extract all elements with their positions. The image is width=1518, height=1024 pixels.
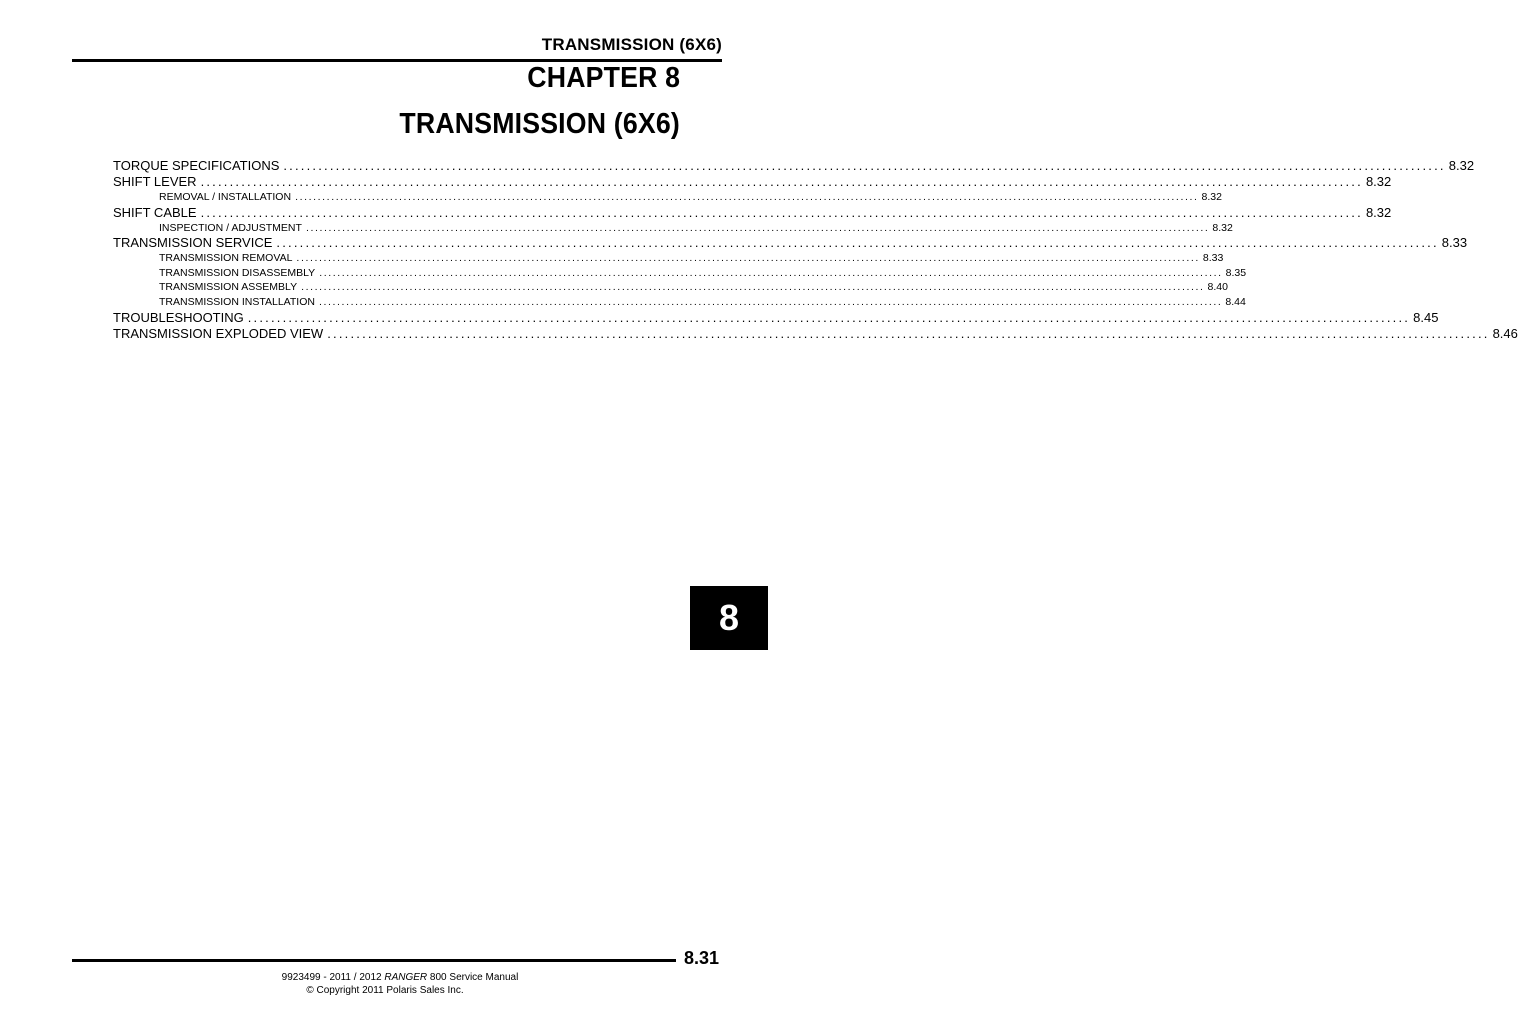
toc-dot-leader: ........................................................................................................................................................................................................: [295, 191, 1199, 203]
toc-entry-page: 8.32: [1212, 221, 1233, 234]
toc-entry-title: TRANSMISSION INSTALLATION: [159, 295, 315, 308]
chapter-tab: [690, 586, 768, 650]
toc-entry-page: 8.44: [1225, 295, 1246, 308]
toc-dot-leader: ........................................................................................................................................................................................................: [327, 325, 1490, 341]
toc-dot-leader: ........................................................................................................................................................................................................: [319, 266, 1223, 279]
toc-subentry[interactable]: [113, 280, 1228, 295]
toc-dot-leader: ........................................................................................................................................................................................................: [276, 235, 1439, 251]
toc-entry-title: INSPECTION / ADJUSTMENT: [159, 221, 302, 234]
footer-manual-suffix: 800 Service Manual: [427, 972, 519, 983]
toc-entry-page: 8.32: [1365, 204, 1392, 220]
toc-dot-leader: ........................................................................................................................................................................................................: [247, 309, 1411, 325]
page-number: 8.31: [684, 948, 720, 968]
toc-entry[interactable]: [113, 235, 1468, 251]
toc-subentry[interactable]: [113, 251, 1224, 266]
toc-entry-title: TRANSMISSION REMOVAL: [159, 252, 293, 265]
toc-subentry[interactable]: [113, 266, 1247, 281]
toc-entry[interactable]: [113, 158, 1475, 174]
toc-entry-title: SHIFT CABLE: [113, 204, 197, 220]
footer-copyright: © Copyright 2011 Polaris Sales Inc.: [306, 985, 464, 996]
toc-entry-page: 8.46: [1492, 325, 1518, 341]
toc-entry-page: 8.32: [1201, 191, 1222, 203]
chapter-number-heading: CHAPTER 8: [527, 62, 680, 94]
toc-entry[interactable]: [113, 174, 1392, 190]
toc-entry-title: TRANSMISSION DISASSEMBLY: [159, 266, 316, 279]
toc-dot-leader: ........................................................................................................................................................................................................: [200, 204, 1363, 220]
footer-manual-model: RANGER: [384, 972, 428, 983]
toc-entry-title: TRANSMISSION SERVICE: [113, 235, 273, 251]
chapter-title-heading: TRANSMISSION (6X6): [399, 108, 680, 140]
table-of-contents: [113, 158, 1518, 342]
chapter-tab-label: 8: [718, 597, 740, 638]
toc-entry-title: TORQUE SPECIFICATIONS: [113, 158, 280, 173]
toc-entry-title: TROUBLESHOOTING: [113, 309, 244, 325]
toc-entry-title: SHIFT LEVER: [113, 174, 197, 189]
footer-manual-prefix: 9923499 - 2011 / 2012: [281, 972, 385, 983]
toc-entry-page: 8.33: [1441, 235, 1468, 251]
running-header-title: TRANSMISSION (6X6): [541, 35, 722, 54]
toc-entry-page: 8.40: [1207, 281, 1228, 294]
toc-entry-page: 8.45: [1413, 309, 1439, 325]
toc-entry-title: TRANSMISSION ASSEMBLY: [159, 281, 298, 294]
toc-entry-page: 8.32: [1365, 174, 1392, 189]
toc-dot-leader: ........................................................................................................................................................................................................: [283, 158, 1446, 173]
footer-manual-info: [0, 972, 768, 983]
toc-entry[interactable]: [113, 309, 1439, 326]
toc-subentry[interactable]: [113, 295, 1246, 310]
toc-dot-leader: ........................................................................................................................................................................................................: [305, 221, 1210, 234]
toc-entry-page: 8.32: [1448, 158, 1475, 173]
toc-dot-leader: ........................................................................................................................................................................................................: [296, 252, 1200, 265]
toc-dot-leader: ........................................................................................................................................................................................................: [301, 281, 1205, 294]
toc-entry-page: 8.33: [1202, 252, 1224, 265]
toc-entry[interactable]: [113, 325, 1518, 342]
toc-subentry[interactable]: [113, 190, 1222, 205]
toc-dot-leader: ........................................................................................................................................................................................................: [318, 295, 1223, 308]
toc-entry-title: TRANSMISSION EXPLODED VIEW: [113, 325, 324, 341]
toc-entry-page: 8.35: [1225, 266, 1247, 279]
toc-subentry[interactable]: [113, 221, 1233, 236]
toc-entry-title: REMOVAL / INSTALLATION: [159, 191, 292, 203]
toc-dot-leader: ........................................................................................................................................................................................................: [200, 174, 1363, 189]
footer-rule: [72, 959, 676, 962]
toc-entry[interactable]: [113, 204, 1392, 221]
